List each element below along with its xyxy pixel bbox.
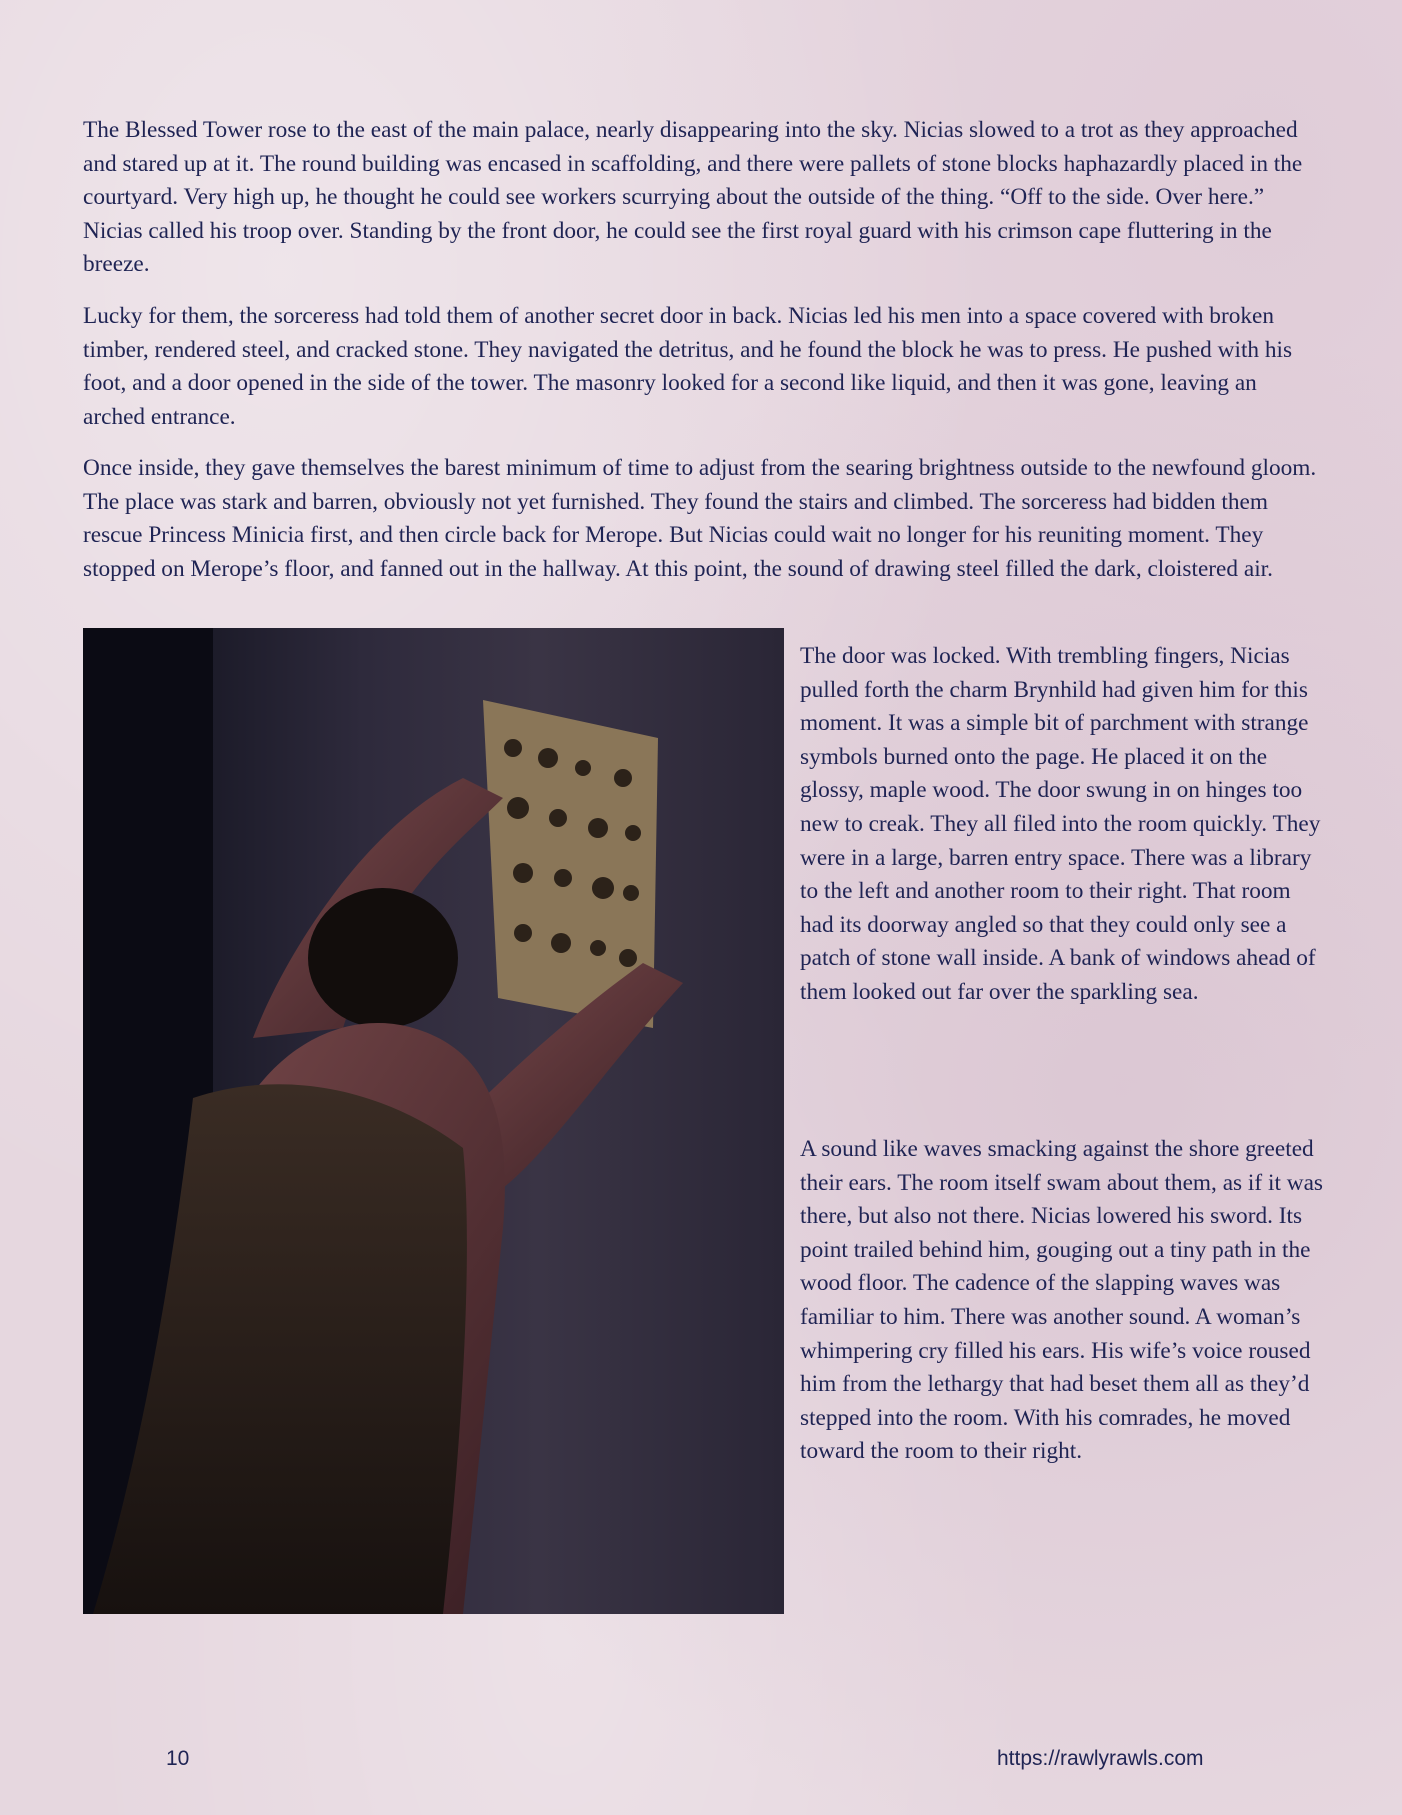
paragraph-4: The door was locked. With trembling fingers, Nicias pulled forth the charm Brynhild had given him for this moment. It was a simple bit of parchment with strange symbols burned onto the page. He placed it on the glossy, maple wood. The door swung in on hinges too new to creak. They all filed into the room quickly. They were in a large, barren entry space. There was a library to the left and another room to their right. That room had its doorway angled so that they could only see a patch of stone wall inside. A bank of windows ahead of them looked out far over the sparkling sea. (800, 643, 1321, 1005)
hair (308, 888, 458, 1028)
paragraph-1: The Blessed Tower rose to the east of the main palace, nearly disappearing into the sky. Nicias slowed to a trot as they approached and stared up at it. The round building was encased in scaffolding, and there were pallets of stone blocks haphazardly placed in the courtyard. Very high up, he thought he could see workers scurrying about the outside of the thing. “Off to the side. Over here.” Nicias called his troop over. Standing by the front door, he could see the first royal guard with his crimson cape fluttering in the breeze. (83, 117, 1303, 278)
footer-url-link[interactable]: https://rawlyrawls.com (997, 1747, 1204, 1770)
paragraph-2: Lucky for them, the sorceress had told them of another secret door in back. Nicias led his men into a space covered with broken timber, rendered steel, and cracked stone. They navigated the detritus, and he found the block he was to press. He pushed with his foot, and a door opened in the side of the tower. The masonry looked for a second like liquid, and then it was gone, leaving an arched entrance. (83, 303, 1293, 430)
paragraph-3: Once inside, they gave themselves the barest minimum of time to adjust from the searing brightness outside to the newfound gloom. The place was stark and barren, obviously not yet furnished. They found the stairs and climbed. The sorceress had bidden them rescue Princess Minicia first, and then circle back for Merope. But Nicias could wait no longer for his reuniting moment. They stopped on Merope’s floor, and fanned out in the hallway. At this point, the sound of drawing steel filled the dark, cloistered air. (83, 455, 1317, 582)
paragraph-5: A sound like waves smacking against the shore greeted their ears. The room itself swam about them, as if it was there, but also not there. Nicias lowered his sword. Its point trailed behind him, gouging out a tiny path in the wood floor. The cadence of the slapping waves was familiar to him. There was another sound. A woman’s whimpering cry filled his ears. His wife’s voice roused him from the lethargy that had beset them all as they’d stepped into the room. With his comrades, he moved toward the room to their right. (800, 1136, 1323, 1465)
page-number: 10 (166, 1747, 190, 1770)
illustration-man-at-door (83, 628, 784, 1614)
